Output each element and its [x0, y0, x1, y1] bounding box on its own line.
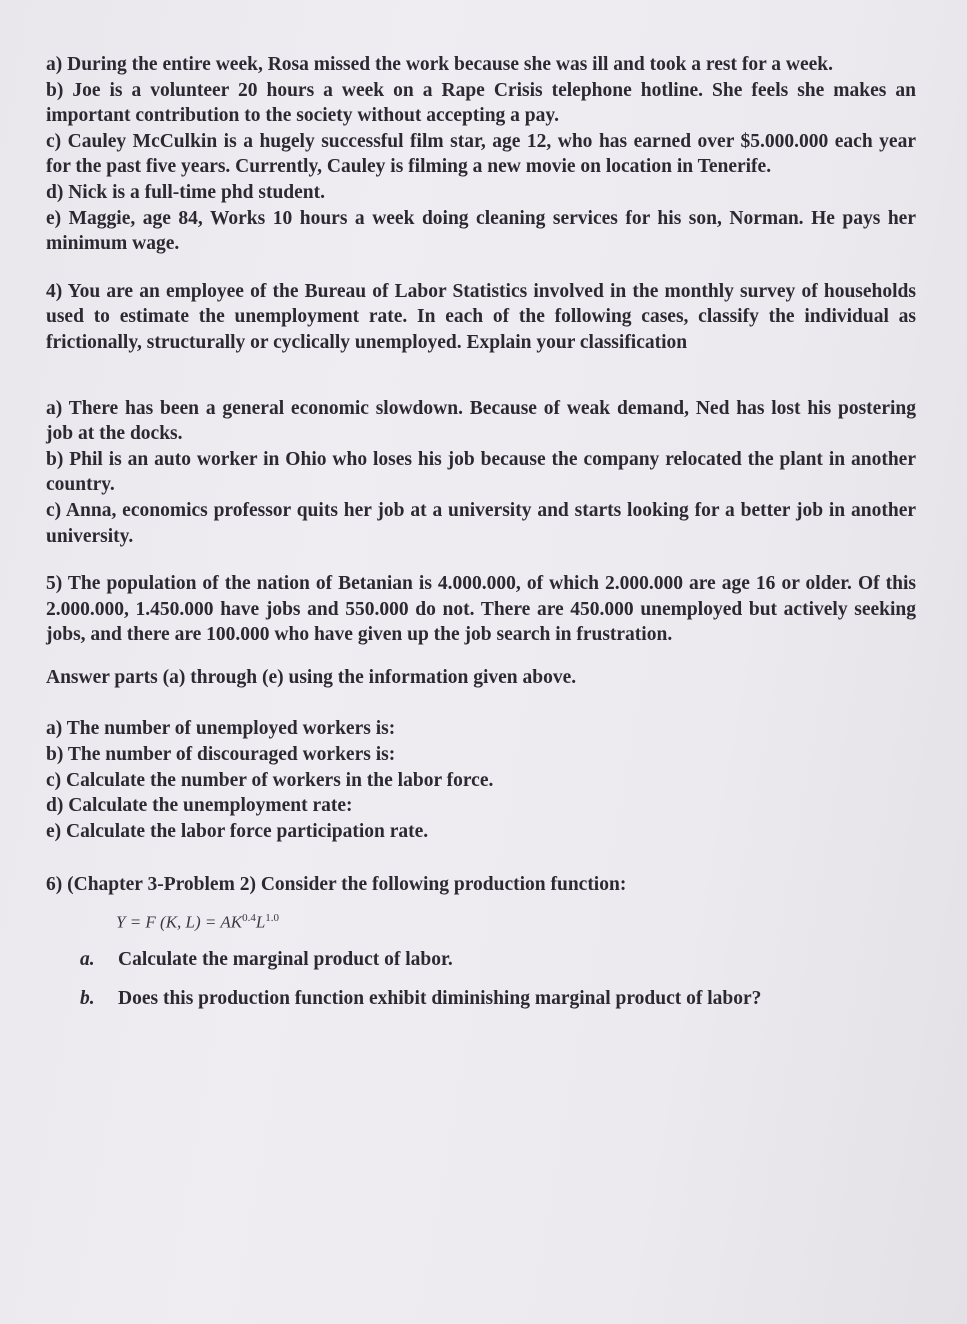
q5-item-b: b) The number of discouraged workers is:: [46, 744, 396, 766]
q3-item-c: c) Cauley McCulkin is a hugely successful film star, age 12, who has earned over $5.000.000 each year for the past five years. Currently, Cauley is filming a new movie on location in Tenerife.: [46, 130, 916, 178]
q5-item-a: a) The number of unemployed workers is:: [46, 718, 396, 740]
q6-item-a-marker: a.: [80, 948, 95, 970]
q3-item-b: b) Joe is a volunteer 20 hours a week on a Rape Crisis telephone hotline. She feels she makes an important contribution to the society without accepting a pay.: [46, 79, 916, 127]
q5-item-e: e) Calculate the labor force participation rate.: [46, 820, 429, 842]
q6-item-a-text: Calculate the marginal product of labor.: [118, 948, 453, 970]
question4: [46, 279, 916, 549]
q6-item-b-marker: b.: [80, 988, 95, 1010]
q4-item-a: a) There has been a general economic slowdown. Because of weak demand, Ned has lost his postering job at the docks.: [46, 397, 916, 445]
q3-item-a: a) During the entire week, Rosa missed the work because she was ill and took a rest for a week.: [46, 54, 834, 75]
q5-instruction: Answer parts (a) through (e) using the information given above.: [46, 666, 577, 688]
q4-prompt: 4) You are an employee of the Bureau of Labor Statistics involved in the monthly survey of households used to estimate the unemployment rate. In each of the following cases, classify the individual as frictionally, structurally or cyclically unemployed. Explain your classification: [46, 280, 916, 353]
q6-item-a: [80, 947, 916, 973]
production-function-formula: [116, 912, 916, 933]
worksheet-page: [46, 52, 916, 1012]
formula-exponent-l: 1.0: [265, 912, 280, 925]
formula-base: Y = F (K, L) = AK: [116, 912, 243, 932]
q5-item-d: d) Calculate the unemployment rate:: [46, 795, 353, 817]
q6-item-b-text: Does this production function exhibit diminishing marginal product of labor?: [118, 988, 762, 1010]
q3-item-d: d) Nick is a full-time phd student.: [46, 181, 325, 203]
q4-item-c: c) Anna, economics professor quits her job at a university and starts looking for a better job in another university.: [46, 499, 916, 547]
question3-items: [46, 52, 916, 257]
q3-item-e: e) Maggie, age 84, Works 10 hours a week doing cleaning services for his son, Norman. He pays her minimum wage.: [46, 207, 916, 255]
q5-item-c: c) Calculate the number of workers in the labor force.: [46, 769, 494, 791]
q5-prompt: 5) The population of the nation of Betanian is 4.000.000, of which 2.000.000 are age 16 or older. Of this 2.000.000, 1.450.000 have jobs and 550.000 do not. There are 450.000 unemployed but actively seeking jobs, and there are 100.000 who have given up the job search in frustration.: [46, 573, 916, 646]
formula-exponent-k: 0.4: [242, 912, 256, 925]
formula-l: L: [255, 912, 266, 932]
q6-item-b: [80, 986, 916, 1012]
question6: [46, 872, 916, 1011]
q4-item-b: b) Phil is an auto worker in Ohio who loses his job because the company relocated the plant in another country.: [46, 448, 916, 496]
q6-prompt: 6) (Chapter 3-Problem 2) Consider the following production function:: [46, 874, 627, 896]
question5: [46, 571, 916, 844]
